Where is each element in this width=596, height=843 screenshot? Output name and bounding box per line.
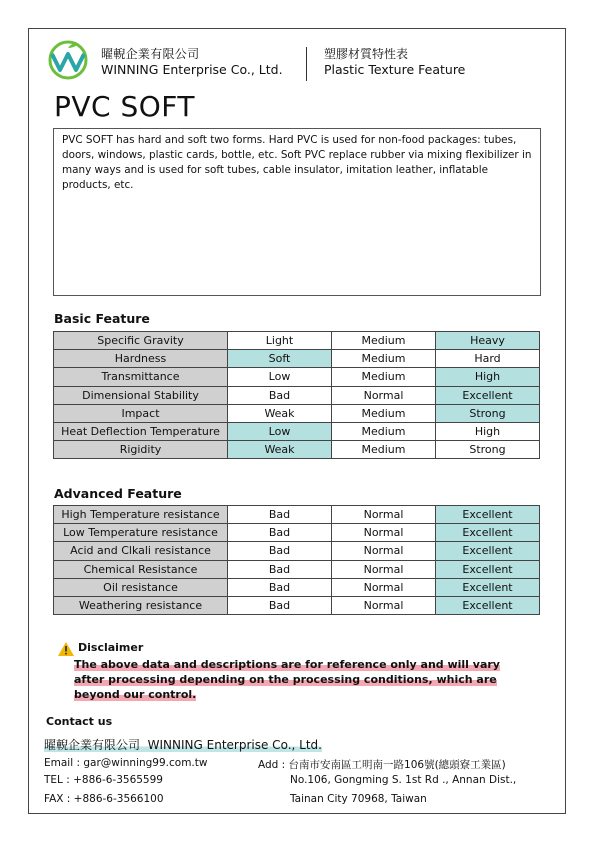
contact-address-en-line1: No.106, Gongming S. 1st Rd ., Annan Dist., xyxy=(290,774,517,786)
contact-tel: TEL : +886-6-3565599 xyxy=(44,774,163,786)
feature-value: Low xyxy=(228,422,332,440)
feature-row xyxy=(54,422,540,440)
feature-label: Heat Deflection Temperature xyxy=(54,422,228,440)
feature-value: Normal xyxy=(332,560,436,578)
feature-label: Dimensional Stability xyxy=(54,386,228,404)
feature-value: Normal xyxy=(332,542,436,560)
description-box: PVC SOFT has hard and soft two forms. Hard PVC is used for non-food packages: tubes, doors, windows, plastic cards, bottle, etc. Soft PVC replace rubber via mixing flexibilizer in many ways and is used for soft tubes, cable insulator, imitation leather, inflatable products, etc. xyxy=(53,128,541,296)
advanced-feature-table xyxy=(53,505,540,615)
doc-title-zh: 塑膠材質特性表 xyxy=(324,47,409,61)
feature-row xyxy=(54,542,540,560)
basic-feature-table xyxy=(53,331,540,459)
warning-icon xyxy=(58,642,74,656)
contact-company-en: WINNING Enterprise Co., Ltd. xyxy=(147,738,322,752)
feature-value: Bad xyxy=(228,506,332,524)
feature-value: Excellent xyxy=(436,524,540,542)
feature-value: Normal xyxy=(332,524,436,542)
feature-value: Strong xyxy=(436,404,540,422)
feature-value: Bad xyxy=(228,596,332,614)
contact-company-zh: 曜輗企業有限公司 xyxy=(44,738,141,752)
feature-label: Weathering resistance xyxy=(54,596,228,614)
feature-row xyxy=(54,332,540,350)
disclaimer-title: Disclaimer xyxy=(78,641,144,654)
feature-value: Excellent xyxy=(436,506,540,524)
feature-value: Medium xyxy=(332,422,436,440)
feature-label: Chemical Resistance xyxy=(54,560,228,578)
feature-value: Soft xyxy=(228,350,332,368)
feature-value: Excellent xyxy=(436,578,540,596)
feature-row xyxy=(54,441,540,459)
contact-email[interactable]: Email : gar@winning99.com.tw xyxy=(44,757,208,769)
feature-value: Normal xyxy=(332,596,436,614)
feature-value: Weak xyxy=(228,404,332,422)
feature-value: Excellent xyxy=(436,386,540,404)
feature-value: Normal xyxy=(332,578,436,596)
feature-value: Bad xyxy=(228,578,332,596)
feature-value: Light xyxy=(228,332,332,350)
company-name-en: WINNING Enterprise Co., Ltd. xyxy=(101,62,283,77)
feature-row xyxy=(54,524,540,542)
contact-heading: Contact us xyxy=(46,715,113,728)
feature-label: Low Temperature resistance xyxy=(54,524,228,542)
feature-row xyxy=(54,350,540,368)
feature-value: High xyxy=(436,422,540,440)
feature-row xyxy=(54,578,540,596)
feature-value: Medium xyxy=(332,404,436,422)
feature-label: Specific Gravity xyxy=(54,332,228,350)
feature-value: Normal xyxy=(332,506,436,524)
feature-value: Excellent xyxy=(436,596,540,614)
feature-value: Low xyxy=(228,368,332,386)
feature-row xyxy=(54,560,540,578)
feature-value: Heavy xyxy=(436,332,540,350)
disclaimer-text: The above data and descriptions are for reference only and will vary after processing depending on the processing conditions, which are beyond our control. xyxy=(74,658,500,701)
feature-row xyxy=(54,368,540,386)
feature-value: Medium xyxy=(332,350,436,368)
feature-label: Oil resistance xyxy=(54,578,228,596)
contact-address-zh: Add : 台南市安南區工明南一路106號(總頭寮工業區) xyxy=(258,759,506,771)
feature-label: Rigidity xyxy=(54,441,228,459)
feature-value: Normal xyxy=(332,386,436,404)
feature-row xyxy=(54,386,540,404)
feature-value: Medium xyxy=(332,441,436,459)
feature-label: Acid and Clkali resistance xyxy=(54,542,228,560)
contact-company xyxy=(44,736,322,753)
contact-fax: FAX : +886-6-3566100 xyxy=(44,793,164,805)
feature-row xyxy=(54,596,540,614)
feature-value: Medium xyxy=(332,332,436,350)
winning-logo-icon xyxy=(46,40,90,80)
basic-feature-heading: Basic Feature xyxy=(54,311,150,326)
feature-value: Strong xyxy=(436,441,540,459)
feature-label: High Temperature resistance xyxy=(54,506,228,524)
advanced-feature-heading: Advanced Feature xyxy=(54,486,182,501)
feature-row xyxy=(54,506,540,524)
feature-value: Bad xyxy=(228,560,332,578)
feature-value: Medium xyxy=(332,368,436,386)
feature-value: Bad xyxy=(228,542,332,560)
feature-value: Hard xyxy=(436,350,540,368)
feature-label: Transmittance xyxy=(54,368,228,386)
feature-label: Impact xyxy=(54,404,228,422)
feature-value: High xyxy=(436,368,540,386)
doc-title-en: Plastic Texture Feature xyxy=(324,62,466,77)
feature-value: Weak xyxy=(228,441,332,459)
feature-label: Hardness xyxy=(54,350,228,368)
feature-value: Bad xyxy=(228,524,332,542)
company-name-zh: 曜輗企業有限公司 xyxy=(101,47,200,61)
feature-value: Excellent xyxy=(436,560,540,578)
page-title: PVC SOFT xyxy=(54,90,196,123)
feature-value: Excellent xyxy=(436,542,540,560)
feature-value: Bad xyxy=(228,386,332,404)
header-divider xyxy=(306,47,307,81)
contact-address-en-line2: Tainan City 70968, Taiwan xyxy=(290,793,427,805)
feature-row xyxy=(54,404,540,422)
disclaimer-body xyxy=(74,657,514,702)
